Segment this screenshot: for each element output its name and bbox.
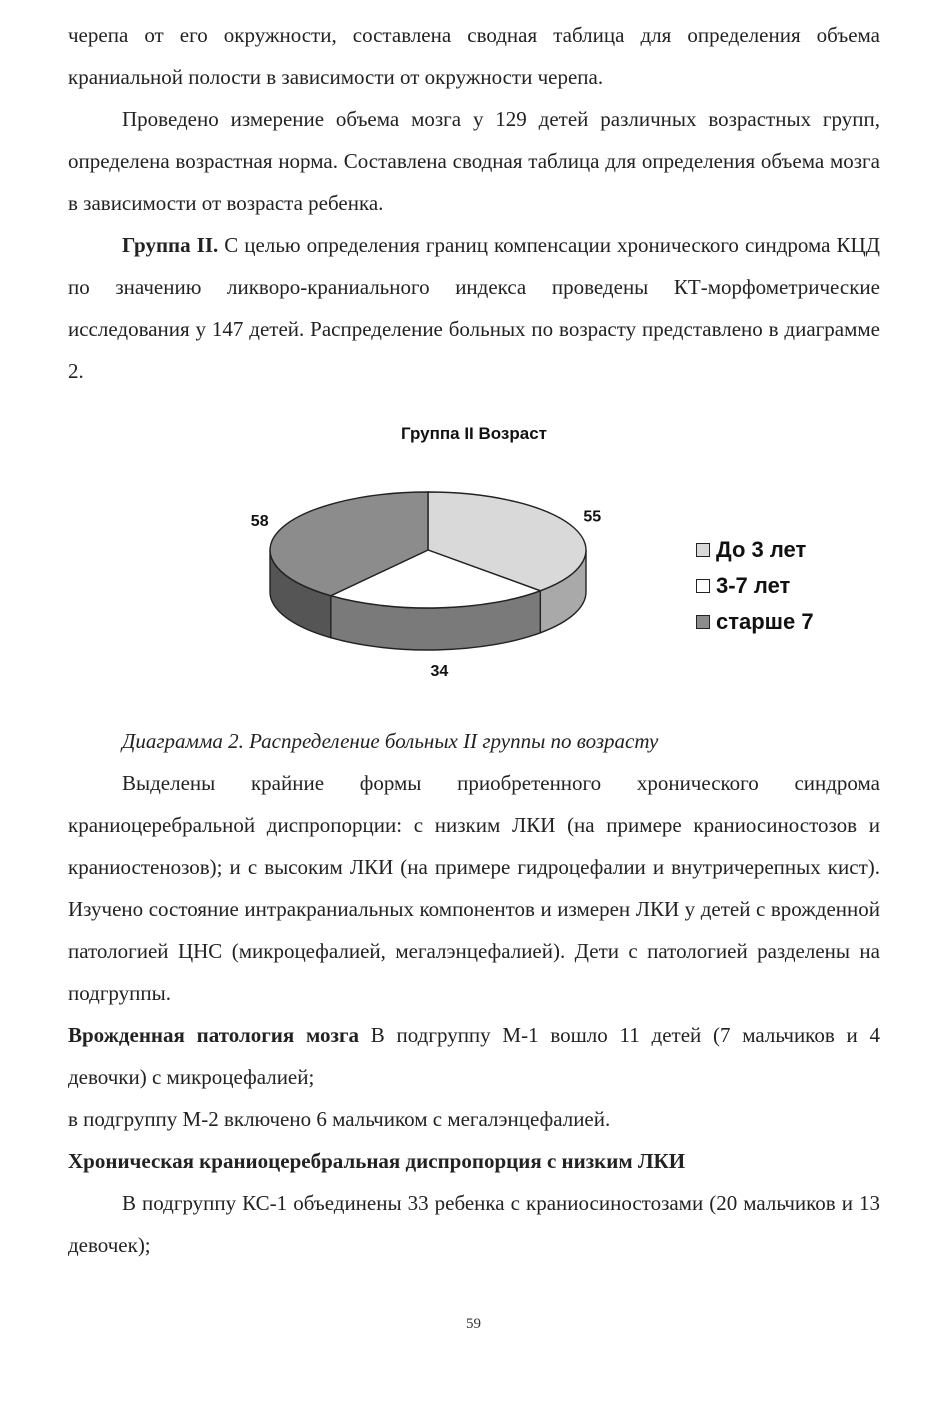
paragraph-5 xyxy=(68,1014,880,1098)
page-content xyxy=(68,14,880,1266)
legend-label-0: До 3 лет xyxy=(716,537,807,562)
paragraph-4: Выделены крайние формы приобретенного хронического синдрома краниоцеребральной диспропорции: с низким ЛКИ (на примере краниосиностозов и краниостенозов); и с высоким ЛКИ (на примере гидроцефалии и внутричерепных кист). Изучено состояние интракраниальных компонентов и измерен ЛКИ у детей с врожденной патологией ЦНС (микроцефалией, мегалэнцефалией). Дети с патологией разделены на подгруппы. xyxy=(68,771,880,1005)
paragraph-6: в подгруппу М-2 включено 6 мальчиком с мегалэнцефалией. xyxy=(68,1107,611,1131)
congenital-pathology-label: Врожденная патология мозга xyxy=(68,1023,360,1047)
paragraph-5-text: В подгруппу М-1 вошло 11 детей (7 мальчиков и 4 девочки) с микроцефалией; xyxy=(68,1023,880,1089)
paragraph-1: черепа от его окружности, составлена сводная таблица для определения объема краниальной полости в зависимости от окружности черепа. xyxy=(68,23,880,89)
chart-legend xyxy=(696,532,814,640)
legend-swatch-1 xyxy=(696,579,710,593)
paragraph-7: В подгруппу КС-1 объединены 33 ребенка с краниосиностозами (20 мальчиков и 13 девочек); xyxy=(68,1191,880,1257)
figure-caption: Диаграмма 2. Распределение больных II группы по возрасту xyxy=(122,729,659,753)
section-heading xyxy=(68,1140,880,1182)
pie-data-label-0: 55 xyxy=(583,508,602,526)
legend-item-0 xyxy=(696,532,814,568)
group-ii-label: Группа II. xyxy=(122,233,219,257)
legend-item-1 xyxy=(696,568,814,604)
chart-figure xyxy=(68,412,880,720)
pie-data-label-1: 34 xyxy=(430,662,449,680)
section-heading-text: Хроническая краниоцеребральная диспропорция с низким ЛКИ xyxy=(68,1149,686,1173)
legend-item-2 xyxy=(696,604,814,640)
legend-swatch-0 xyxy=(696,543,710,557)
pie-chart xyxy=(218,472,638,712)
chart-title: Группа II Возраст xyxy=(401,424,547,443)
legend-swatch-2 xyxy=(696,615,710,629)
paragraph-3 xyxy=(68,224,880,392)
pie-data-label-2: 58 xyxy=(250,512,269,530)
page-number: 59 xyxy=(466,1316,481,1332)
paragraph-2: Проведено измерение объема мозга у 129 детей различных возрастных групп, определена возрастная норма. Составлена сводная таблица для определения объема мозга в зависимости от возраста ребенка. xyxy=(68,107,880,215)
paragraph-3-text: С целью определения границ компенсации хронического синдрома КЦД по значению ликворо-краниального индекса проведены КТ-морфометрические исследования у 147 детей. Распределение больных по возрасту представлено в диаграмме 2. xyxy=(68,233,881,383)
legend-label-1: 3-7 лет xyxy=(716,573,791,598)
legend-label-2: старше 7 xyxy=(716,609,814,634)
